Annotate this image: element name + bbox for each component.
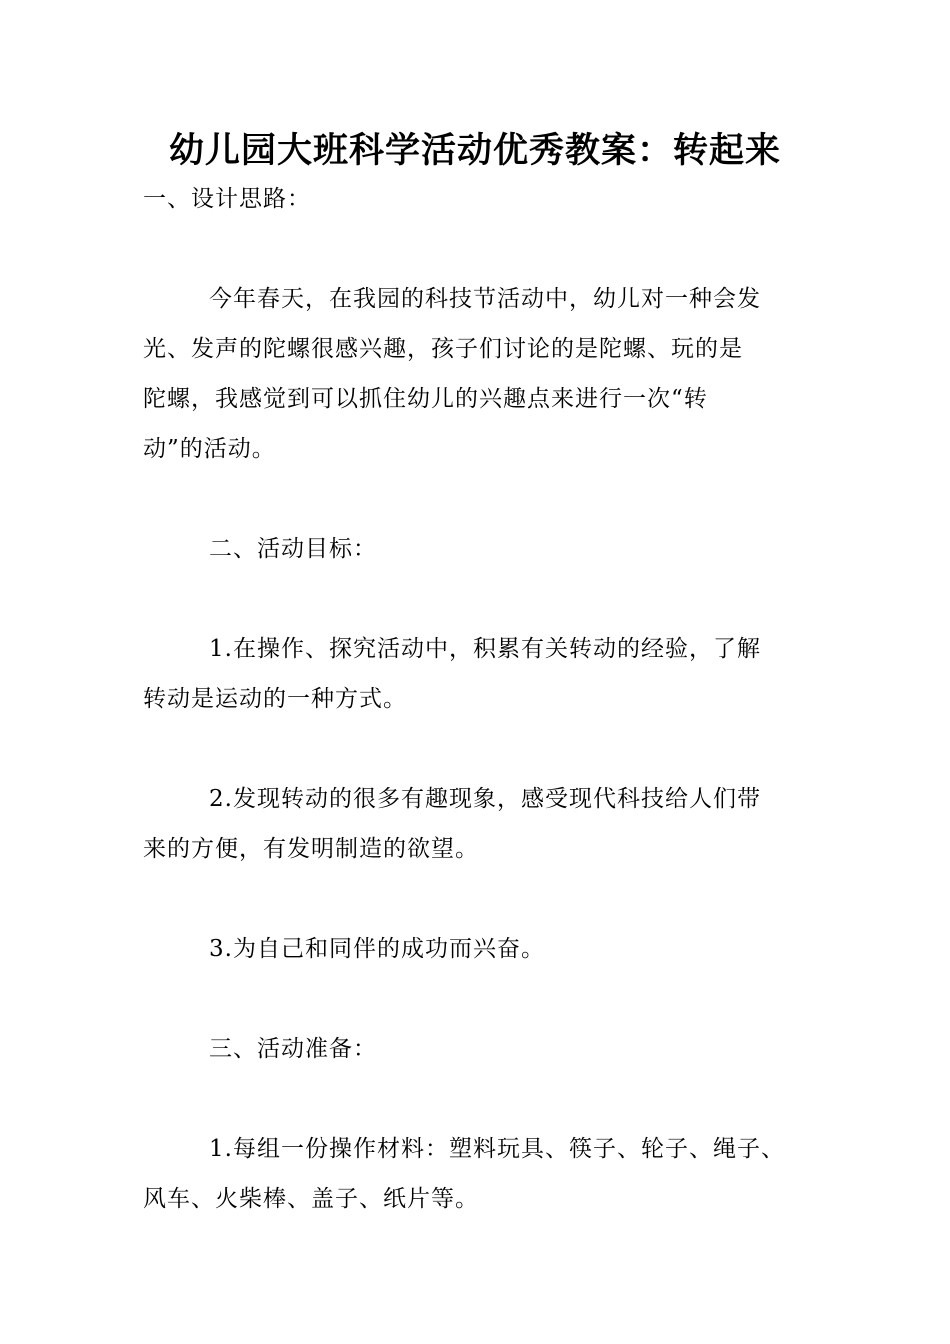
intro-line-1: 今年春天，在我园的科技节活动中，幼儿对一种会发: [209, 286, 761, 312]
goal-1-line-2: 转动是运动的一种方式。: [143, 686, 407, 712]
goal-1-line-1: 1.在操作、探究活动中，积累有关转动的经验，了解: [209, 636, 761, 662]
section-heading-design-idea: 一、设计思路：: [143, 186, 311, 212]
goal-2-line-1: 2.发现转动的很多有趣现象，感受现代科技给人们带: [209, 786, 761, 812]
document-title: 幼儿园大班科学活动优秀教案：转起来: [168, 131, 781, 171]
section-heading-goals: 二、活动目标：: [209, 536, 377, 562]
intro-line-2: 光、发声的陀螺很感兴趣，孩子们讨论的是陀螺、玩的是: [143, 336, 743, 362]
prep-1-line-2: 风车、火柴棒、盖子、纸片等。: [143, 1186, 479, 1212]
prep-1-line-1: 1.每组一份操作材料：塑料玩具、筷子、轮子、绳子、: [209, 1136, 785, 1162]
goal-2-line-2: 来的方便，有发明制造的欲望。: [143, 836, 479, 862]
intro-line-4: 动”的活动。: [143, 436, 276, 462]
goal-3: 3.为自己和同伴的成功而兴奋。: [209, 936, 545, 962]
section-heading-preparation: 三、活动准备：: [209, 1036, 377, 1062]
intro-line-3: 陀螺，我感觉到可以抓住幼儿的兴趣点来进行一次“转: [143, 386, 708, 412]
